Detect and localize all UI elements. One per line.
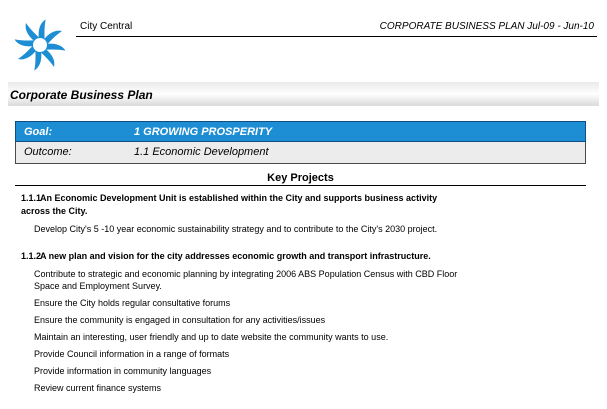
project-number: 1.1.1: [21, 193, 42, 203]
project-task: Maintain an interesting, user friendly and up to date website the community wants to use.: [34, 332, 389, 342]
project-title-text: A new plan and vision for the city addresses economic growth and transport infrastructure.: [40, 251, 431, 261]
project-item: [21, 250, 561, 394]
project-task: Provide information in community languages: [34, 366, 212, 376]
document-title: CORPORATE BUSINESS PLAN Jul-09 - Jun-10: [379, 21, 594, 32]
project-title-continuation: across the City.: [21, 206, 88, 216]
outcome-label: Outcome:: [24, 146, 72, 158]
project-task: Ensure the City holds regular consultative forums: [34, 298, 231, 308]
city-swirl-logo-icon: [10, 15, 70, 75]
outcome-value: 1.1 Economic Development: [134, 146, 269, 158]
organization-name: City Central: [80, 21, 133, 32]
project-number: 1.1.2: [21, 251, 42, 261]
project-task: Review current finance systems: [34, 383, 162, 393]
project-title-text: An Economic Development Unit is established within the City and supports business activity: [40, 193, 438, 203]
outcome-row: [15, 142, 586, 164]
header-divider: [76, 36, 597, 37]
project-item: [21, 192, 561, 235]
goal-row: [15, 121, 586, 142]
project-task: Ensure the community is engaged in consultation for any activities/issues: [34, 315, 326, 325]
goal-value: 1 GROWING PROSPERITY: [134, 126, 273, 138]
goal-label: Goal:: [24, 126, 53, 138]
key-projects-divider: [15, 185, 586, 186]
section-title: Corporate Business Plan: [10, 88, 153, 102]
key-projects-heading: Key Projects: [267, 172, 334, 184]
project-title: [21, 192, 561, 205]
project-task: Develop City's 5 -10 year economic sustainability strategy and to contribute to the City's 2030 project.: [34, 224, 438, 234]
project-task: Provide Council information in a range of formats: [34, 349, 230, 359]
project-task: Contribute to strategic and economic planning by integrating 2006 ABS Population Census with CBD Floor: [34, 269, 458, 279]
project-title: [21, 250, 561, 263]
key-projects-list: [21, 192, 561, 394]
project-task-continuation: Space and Employment Survey.: [34, 281, 162, 291]
